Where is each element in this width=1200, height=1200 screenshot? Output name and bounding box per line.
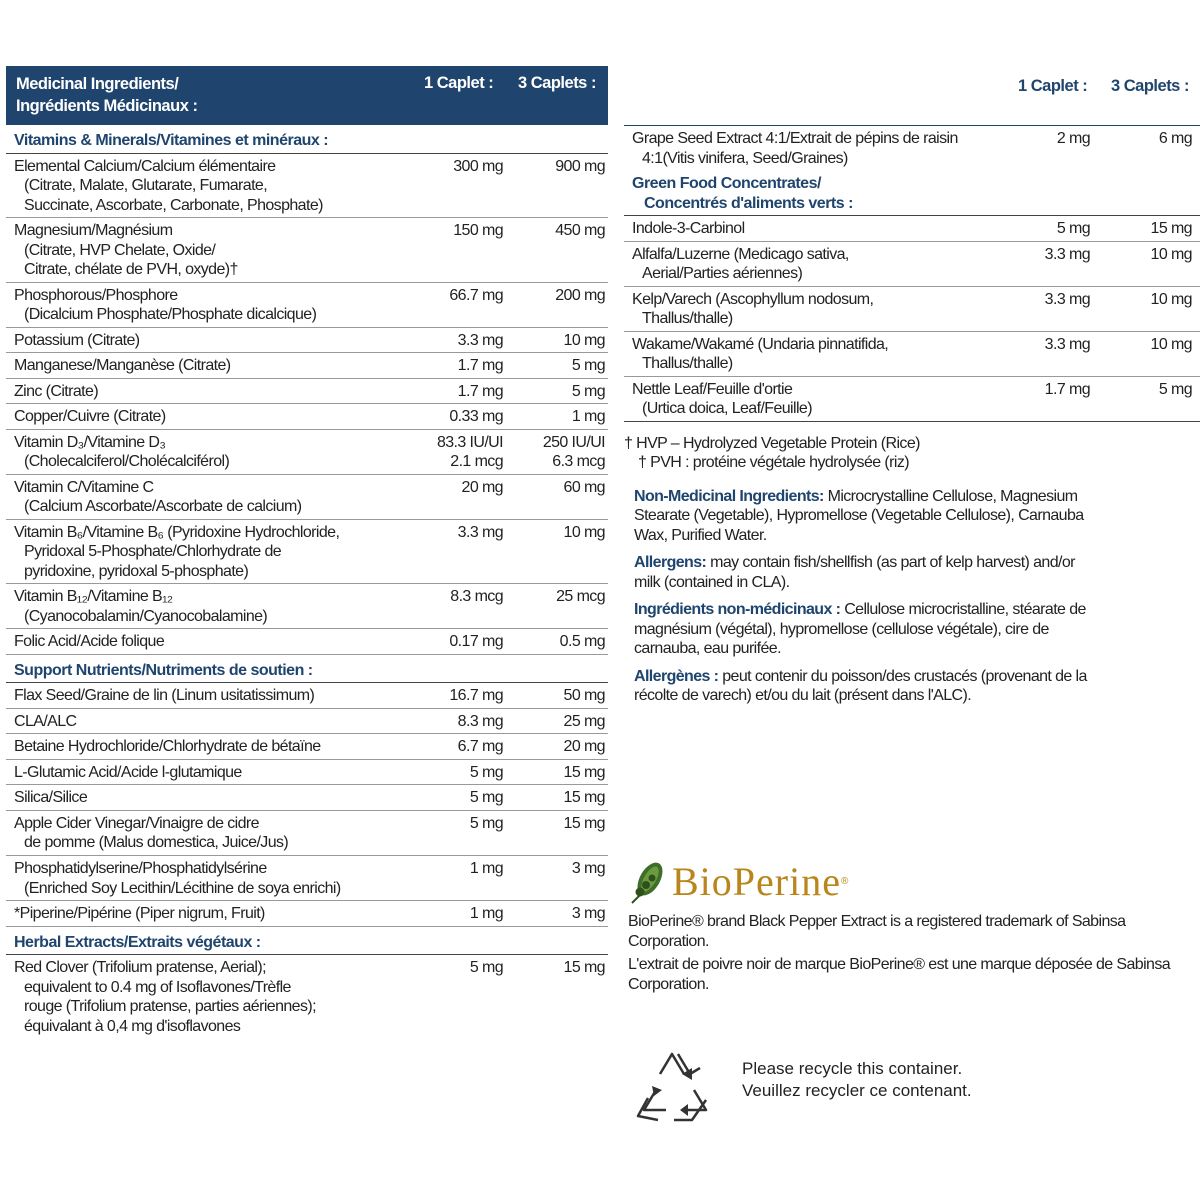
table-header [6,66,608,125]
recycle-icon [630,1046,720,1126]
amount-3-caplets: 50 mg [563,687,605,705]
amount-1-caplet: 1 mg [469,905,503,923]
table-row [624,332,1200,377]
amount-3-caplets: 5 mg [1158,380,1192,398]
table-row [624,242,1200,287]
table-row [6,584,608,629]
col-3-caplets-right: 3 Caplets : [1111,77,1189,95]
section-title: Vitamins & Minerals/Vitamines et minéraux : [6,125,608,154]
table-row [6,328,608,354]
col-1-caplet-right: 1 Caplet : [1018,77,1088,95]
amount-3-caplets: 3 mg [571,905,605,923]
table-row [6,811,608,856]
table-row [6,218,608,283]
amount-1-caplet: 3.3 mg [1044,335,1090,353]
amount-3-caplets: 1 mg [571,408,605,426]
amount-1-caplet: 83.3 IU/UI 2.1 mcg [436,433,503,471]
amount-3-caplets: 450 mg [555,222,605,240]
ingredient-name: Indole-3-Carbinol [632,220,745,238]
amount-3-caplets: 5 mg [571,357,605,375]
amount-1-caplet: 2 mg [1056,130,1090,147]
amount-1-caplet: 0.33 mg [449,408,503,426]
recycle-text-en: Please recycle this container. [742,1059,963,1078]
amount-1-caplet: 5 mg [469,959,503,977]
ingredient-name: Potassium (Citrate) [14,331,140,349]
ingredient-name: Silica/Silice [14,789,88,807]
amount-3-caplets: 15 mg [563,789,605,807]
ingredient-name: Elemental Calcium/Calcium élémentaire (Citrate, Malate, Glutarate, Fumarate, Succinate, Ascorbate, Carbonate, Phosphate) [14,157,323,214]
amount-1-caplet: 5 mg [1056,220,1090,238]
ingredient-name: Kelp/Varech (Ascophyllum nodosum, Thallus/thalle) [632,290,874,328]
pepper-leaf-icon [628,859,666,905]
ingredient-name: CLA/ALC [14,712,77,730]
ingredient-name: Zinc (Citrate) [14,382,99,400]
amount-1-caplet: 1.7 mg [1044,380,1090,398]
amount-1-caplet: 3.3 mg [1044,245,1090,263]
ingredient-name: Vitamin D₃/Vitamine D₃ (Cholecalciferol/Cholécalciférol) [14,433,230,471]
amount-3-caplets: 15 mg [563,959,605,977]
bioperine-wordmark: BioPerine [672,858,841,904]
right-header [624,66,1200,125]
ingredient-name: Betaine Hydrochloride/Chlorhydrate de bétaïne [14,738,321,756]
table-row [6,283,608,328]
table-row [624,287,1200,332]
table-row [6,856,608,901]
ingredient-name: Apple Cider Vinegar/Vinaigre de cidre de pomme (Malus domestica, Juice/Jus) [14,814,289,852]
amount-3-caplets: 5 mg [571,382,605,400]
amount-3-caplets: 10 mg [563,523,605,541]
ingredient-name: Magnesium/Magnésium (Citrate, HVP Chelate, Oxide/ Citrate, chélate de PVH, oxyde)† [14,222,238,279]
ingredient-name: L-Glutamic Acid/Acide l-glutamique [14,763,242,781]
amount-1-caplet: 3.3 mg [457,331,503,349]
amount-3-caplets: 20 mg [563,738,605,756]
amount-3-caplets: 10 mg [1150,290,1192,308]
table-row [6,379,608,405]
footnote-fr: † PVH : protéine végétale hydrolysée (riz) [638,454,909,472]
ingredient-name: Vitamin C/Vitamine C (Calcium Ascorbate/Ascorbate de calcium) [14,478,302,516]
amount-1-caplet: 0.17 mg [449,633,503,651]
ingredient-name: Grape Seed Extract 4:1/Extrait de pépins de raisin 4:1(Vitis vinifera, Seed/Graines) [632,130,958,167]
amount-1-caplet: 66.7 mg [449,286,503,304]
medicinal-ingredients-table [6,66,608,1038]
section-title: Herbal Extracts/Extraits végétaux : [6,927,608,956]
amount-3-caplets: 3 mg [571,859,605,877]
amount-1-caplet: 5 mg [469,789,503,807]
allergens: Allergens: may contain fish/shellfish (as part of kelp harvest) and/or milk (contained in CLA). [634,554,1075,591]
table-row [6,430,608,475]
ingredient-name: Vitamin B₆/Vitamine B₆ (Pyridoxine Hydrochloride, Pyridoxal 5-Phosphate/Chlorhydrate de pyridoxine, pyridoxal 5-phosphate) [14,523,340,580]
amount-3-caplets: 25 mcg [556,588,605,606]
table-row [6,154,608,219]
amount-1-caplet: 6.7 mg [457,738,503,756]
table-row [6,475,608,520]
table-row [6,734,608,760]
ingredient-name: Vitamin B₁₂/Vitamine B₁₂ (Cyanocobalamin/Cyanocobalamine) [14,588,268,625]
amount-1-caplet: 150 mg [453,222,503,240]
amount-3-caplets: 15 mg [563,814,605,832]
amount-1-caplet: 20 mg [461,478,503,496]
table-row [6,629,608,655]
amount-1-caplet: 300 mg [453,157,503,175]
amount-3-caplets: 25 mg [563,712,605,730]
amount-3-caplets: 15 mg [1150,220,1192,238]
bioperine-logo: BioPerine ® [628,856,1188,908]
ingredient-name: *Piperine/Pipérine (Piper nigrum, Fruit) [14,905,265,923]
table-row [6,520,608,585]
amount-3-caplets: 900 mg [555,157,605,175]
table-row [6,785,608,811]
header-title-en: Medicinal Ingredients/ [16,75,179,93]
amount-1-caplet: 3.3 mg [1044,290,1090,308]
col-3-caplets: 3 Caplets : [518,74,596,92]
ingredient-name: Nettle Leaf/Feuille d'ortie (Urtica doica, Leaf/Feuille) [632,380,812,418]
allergens-fr: Allergènes : peut contenir du poisson/des crustacés (provenant de la récolte de varech) et/ou du lait (présent dans l'ALC). [634,667,1087,705]
footnote-en: † HVP – Hydrolyzed Vegetable Protein (Rice) [624,434,920,452]
recycle-text-fr: Veuillez recycler ce contenant. [742,1081,972,1101]
footnotes [624,434,1200,473]
amount-1-caplet: 16.7 mg [449,687,503,705]
non-medicinal-ingredients-fr: Ingrédients non-médicinaux : Cellulose microcristalline, stéarate de magnésium (végétal), hypromellose (cellulose végétale), cire de carnauba, eau purifée. [634,601,1086,658]
table-row [624,126,1200,170]
table-row [6,709,608,735]
amount-1-caplet: 5 mg [469,814,503,832]
amount-1-caplet: 1 mg [469,859,503,877]
amount-3-caplets: 6 mg [1158,130,1192,147]
bioperine-note-en: BioPerine® brand Black Pepper Extract is a registered trademark of Sabinsa Corporation. [628,913,1126,950]
ingredient-name: Wakame/Wakamé (Undaria pinnatifida, Thallus/thalle) [632,335,889,373]
amount-1-caplet: 3.3 mg [457,523,503,541]
header-title-fr: Ingrédients Médicinaux : [16,96,198,115]
table-row [6,404,608,430]
amount-3-caplets: 10 mg [1150,245,1192,263]
amount-1-caplet: 8.3 mcg [450,588,503,606]
amount-3-caplets: 10 mg [563,331,605,349]
recycle-block [630,1046,1190,1126]
ingredient-name: Phosphorous/Phosphore (Dicalcium Phosphate/Phosphate dicalcique) [14,286,317,324]
green-food-section-title: Green Food Concentrates/ Concentrés d'aliments verts : [624,170,1200,216]
amount-1-caplet: 1.7 mg [457,382,503,400]
ingredient-name: Phosphatidylserine/Phosphatidylsérine (Enriched Soy Lecithin/Lécithine de soya enrichi) [14,859,341,897]
amount-3-caplets: 60 mg [563,478,605,496]
bioperine-block [628,856,1188,994]
table-row [6,901,608,927]
non-medicinal-ingredients: Non-Medicinal Ingredients: Microcrystalline Cellulose, Magnesium Stearate (Vegetable), Hypromellose (Vegetable Cellulose), Carnauba Wax, Purified Water. [634,487,1084,544]
ingredient-name: Alfalfa/Luzerne (Medicago sativa, Aerial/Parties aériennes) [632,245,849,283]
amount-3-caplets: 15 mg [563,763,605,781]
amount-3-caplets: 250 IU/UI 6.3 mcg [542,433,605,471]
table-row [6,353,608,379]
table-row [6,683,608,709]
col-1-caplet: 1 Caplet : [424,74,494,92]
amount-3-caplets: 200 mg [555,286,605,304]
ingredient-name: Copper/Cuivre (Citrate) [14,408,166,426]
section-title: Support Nutrients/Nutriments de soutien : [6,655,608,684]
amount-1-caplet: 1.7 mg [457,357,503,375]
ingredient-name: Manganese/Manganèse (Citrate) [14,357,231,375]
bioperine-note-fr: L'extrait de poivre noir de marque BioPerine® est une marque déposée de Sabinsa Corporation. [628,956,1171,993]
amount-3-caplets: 0.5 mg [559,633,605,651]
table-row [624,216,1200,242]
table-row [6,955,608,1038]
amount-1-caplet: 8.3 mg [457,712,503,730]
amount-1-caplet: 5 mg [469,763,503,781]
table-row [6,760,608,786]
ingredient-name: Flax Seed/Graine de lin (Linum usitatissimum) [14,687,315,705]
right-column [624,66,1200,706]
amount-3-caplets: 10 mg [1150,335,1192,353]
table-row [624,377,1200,421]
ingredient-name: Folic Acid/Acide folique [14,633,165,651]
ingredient-name: Red Clover (Trifolium pratense, Aerial); equivalent to 0.4 mg of Isoflavones/Trèfle rouge (Trifolium pratense, parties aériennes); équivalant à 0,4 mg d'isoflavones [14,959,316,1035]
